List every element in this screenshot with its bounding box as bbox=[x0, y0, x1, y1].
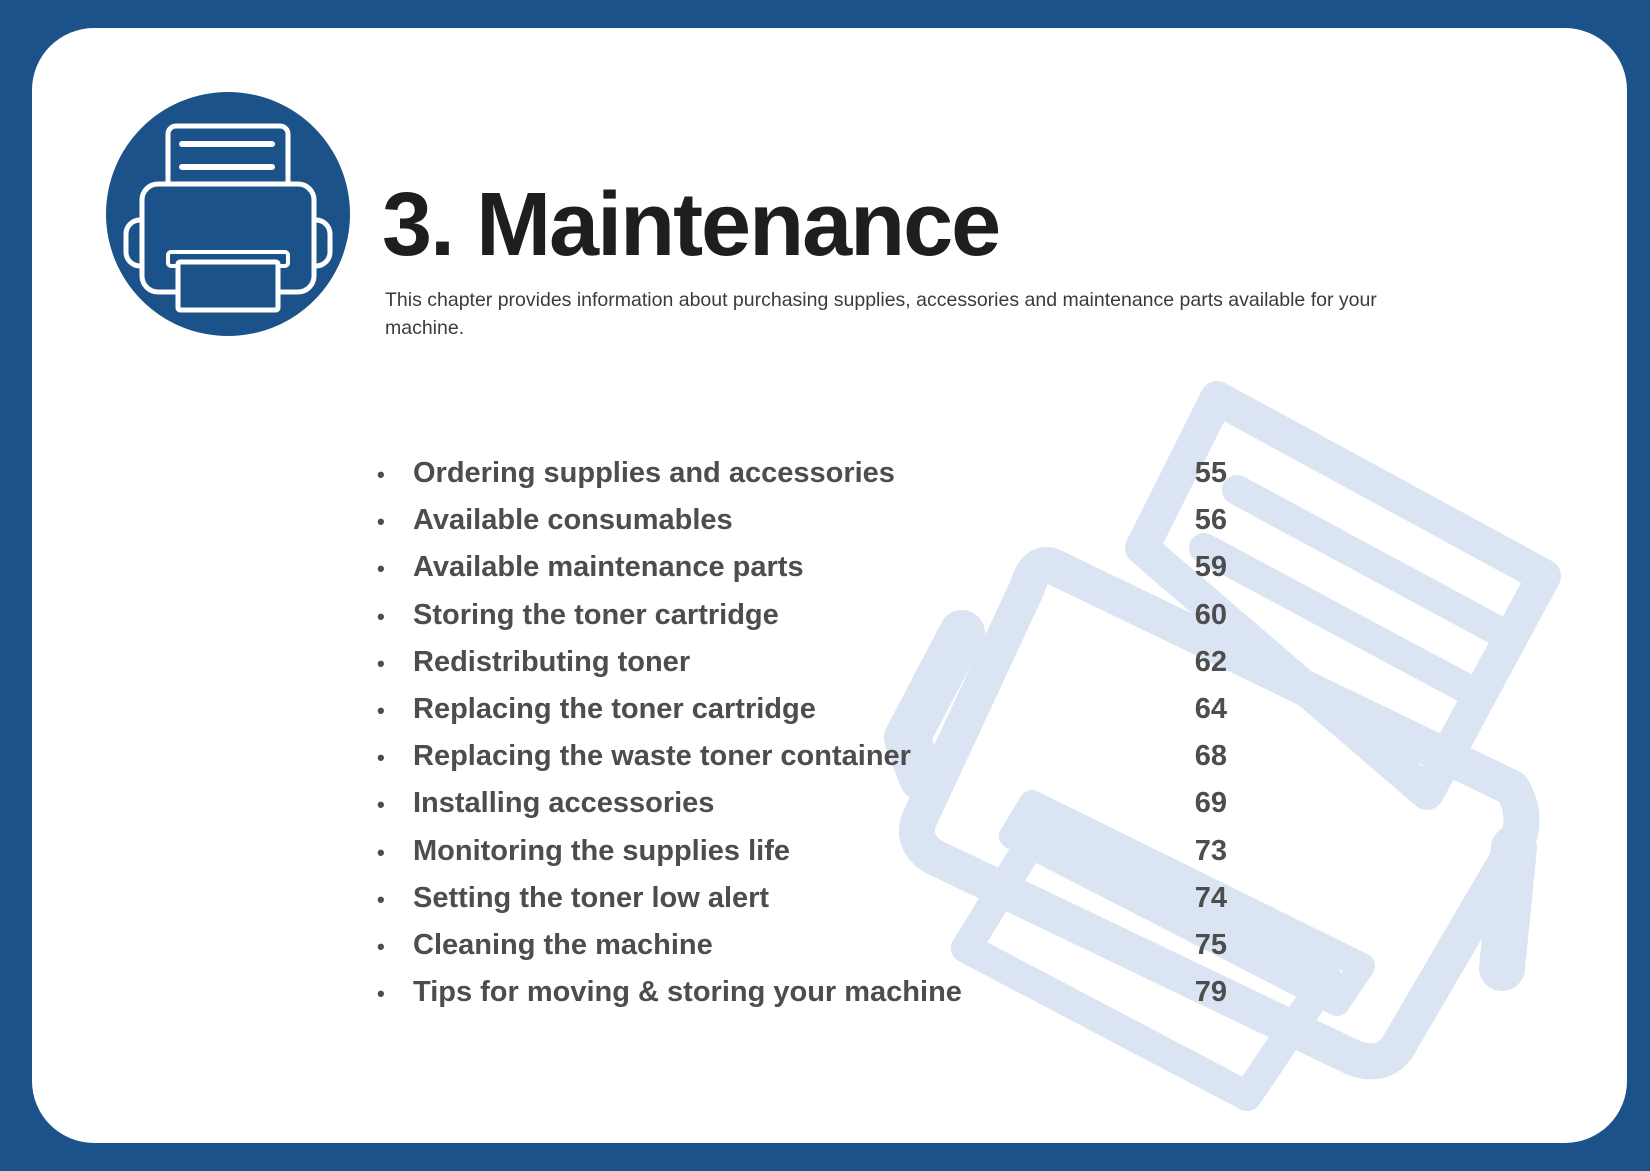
bullet: • bbox=[377, 697, 385, 723]
chapter-title: 3. Maintenance bbox=[382, 175, 1000, 275]
toc-item-page[interactable]: 74 bbox=[1194, 881, 1227, 914]
toc-item-page[interactable]: 56 bbox=[1194, 504, 1227, 537]
toc-item[interactable] bbox=[377, 835, 1227, 882]
page-card bbox=[32, 28, 1627, 1143]
bullet: • bbox=[377, 933, 385, 959]
toc-item-label[interactable]: Setting the toner low alert bbox=[413, 881, 770, 914]
toc-item[interactable] bbox=[377, 457, 1227, 504]
bullet: • bbox=[377, 556, 385, 582]
toc-item[interactable] bbox=[377, 646, 1227, 693]
toc-item-page[interactable]: 62 bbox=[1194, 645, 1227, 678]
toc-item-page[interactable]: 60 bbox=[1194, 598, 1227, 631]
bullet: • bbox=[377, 509, 385, 535]
toc-item-page[interactable]: 69 bbox=[1194, 787, 1227, 820]
table-of-contents bbox=[377, 457, 1227, 1023]
toc-item-label[interactable]: Replacing the waste toner container bbox=[413, 740, 911, 773]
toc-item-page[interactable]: 64 bbox=[1194, 692, 1227, 725]
toc-item-label[interactable]: Tips for moving & storing your machine bbox=[413, 976, 962, 1009]
toc-item-label[interactable]: Replacing the toner cartridge bbox=[413, 692, 816, 725]
toc-item-label[interactable]: Available maintenance parts bbox=[413, 551, 804, 584]
toc-item[interactable] bbox=[377, 976, 1227, 1023]
toc-item[interactable] bbox=[377, 693, 1227, 740]
bullet: • bbox=[377, 792, 385, 818]
bullet: • bbox=[377, 886, 385, 912]
toc-item-label[interactable]: Storing the toner cartridge bbox=[413, 598, 779, 631]
toc-item-label[interactable]: Ordering supplies and accessories bbox=[413, 457, 895, 489]
toc-item-page[interactable]: 75 bbox=[1194, 928, 1227, 961]
toc-item-page[interactable]: 55 bbox=[1194, 457, 1227, 489]
toc-item-label[interactable]: Monitoring the supplies life bbox=[413, 834, 790, 867]
toc-item[interactable] bbox=[377, 929, 1227, 976]
toc-item-page[interactable]: 68 bbox=[1194, 740, 1227, 773]
toc-item-label[interactable]: Redistributing toner bbox=[413, 645, 691, 678]
toc-item[interactable] bbox=[377, 787, 1227, 834]
bullet: • bbox=[377, 603, 385, 629]
toc-item[interactable] bbox=[377, 551, 1227, 598]
toc-item-page[interactable]: 79 bbox=[1194, 976, 1227, 1009]
toc-item-page[interactable]: 73 bbox=[1194, 834, 1227, 867]
bullet: • bbox=[377, 839, 385, 865]
bullet: • bbox=[377, 745, 385, 771]
chapter-intro: This chapter provides information about purchasing supplies, accessories and maintenance parts available for your machine. bbox=[385, 289, 1377, 339]
toc-item[interactable] bbox=[377, 504, 1227, 551]
toc-item[interactable] bbox=[377, 740, 1227, 787]
toc-item-label[interactable]: Installing accessories bbox=[413, 787, 715, 820]
bullet: • bbox=[377, 981, 385, 1007]
toc-item-label[interactable]: Available consumables bbox=[413, 504, 733, 537]
toc-item[interactable] bbox=[377, 882, 1227, 929]
bullet: • bbox=[377, 462, 385, 487]
toc-item-page[interactable]: 59 bbox=[1194, 551, 1227, 584]
bullet: • bbox=[377, 650, 385, 676]
toc-item-label[interactable]: Cleaning the machine bbox=[413, 928, 713, 961]
toc-item[interactable] bbox=[377, 599, 1227, 646]
printer-icon bbox=[106, 92, 350, 336]
